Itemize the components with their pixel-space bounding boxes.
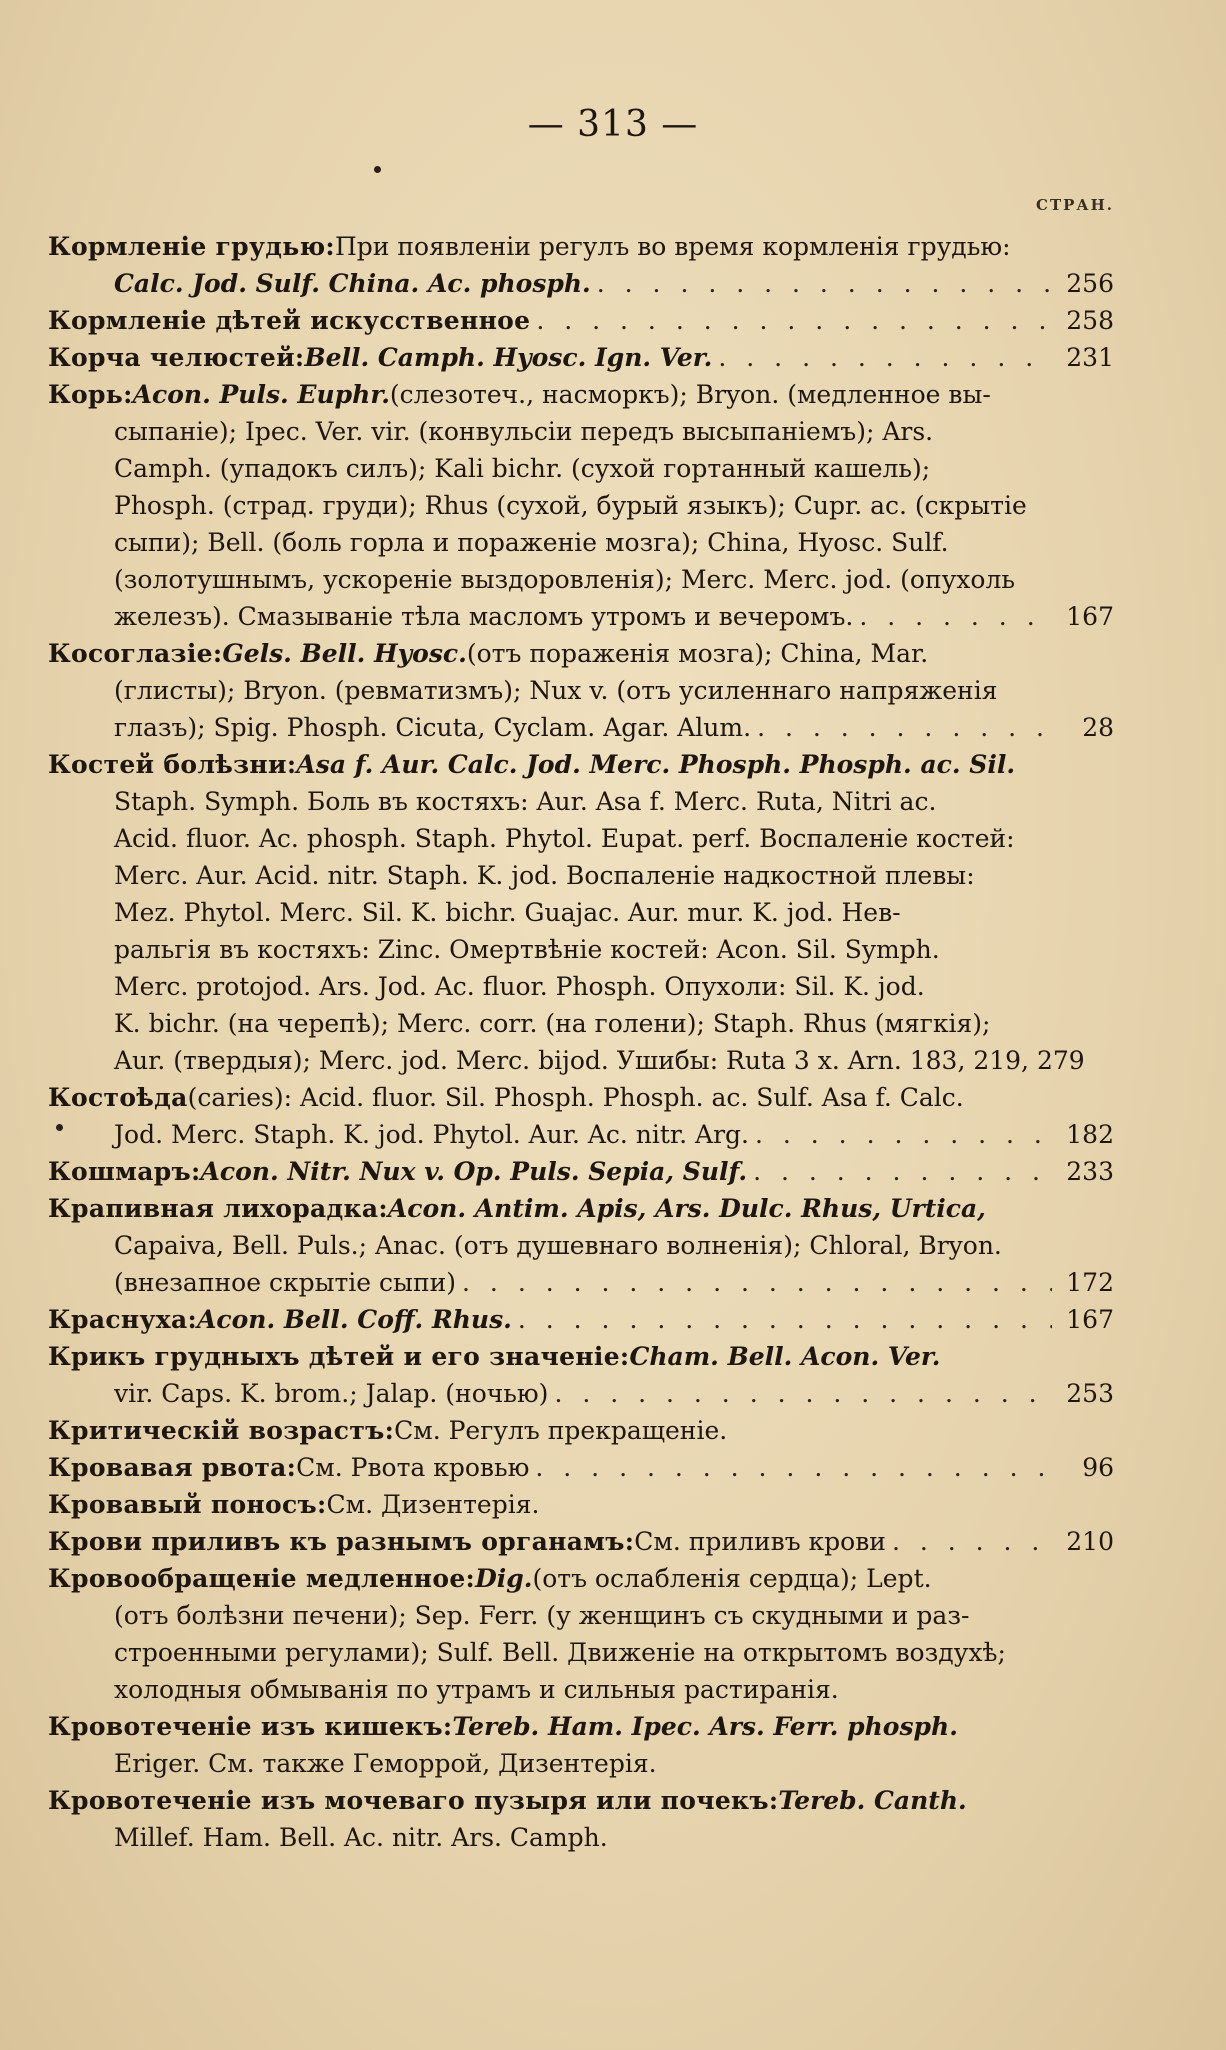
index-entry <box>48 1708 1114 1782</box>
entry-text: При появленіи регулъ во время кормленія грудью: <box>334 232 1011 261</box>
print-speck <box>374 166 381 173</box>
entry-text: См. Рвота кровью <box>296 1453 530 1482</box>
entry-heading: Краснуха: <box>48 1305 197 1334</box>
entry-line <box>48 1412 1114 1449</box>
page-reference: 172 <box>1066 1268 1114 1297</box>
entry-line <box>48 1449 1114 1486</box>
page-reference: 182 <box>1066 1120 1114 1149</box>
index-entry <box>48 1449 1114 1486</box>
index-entry <box>48 1153 1114 1190</box>
index-entry <box>48 228 1114 302</box>
entry-heading: Корь: <box>48 380 133 409</box>
entry-line <box>48 1375 1114 1412</box>
entry-text: строенными регулами); Sulf. Bell. Движеніе на открытомъ воздухѣ; <box>114 1638 1006 1667</box>
entry-text: (отъ ослабленія сердца); Lept. <box>532 1564 932 1593</box>
entry-heading: Критическій возрастъ: <box>48 1416 395 1445</box>
entry-text: сыпаніе); Ipec. Ver. vir. (конвульсіи передъ высыпаніемъ); Ars. <box>114 417 934 446</box>
entry-text: vir. Caps. K. brom.; Jalap. (ночью) <box>114 1379 549 1408</box>
index-entry <box>48 1523 1114 1560</box>
entry-line <box>48 413 1114 450</box>
entry-text: ральгія въ костяхъ: Zinc. Омертвѣніе костей: Acon. Sil. Symph. <box>114 935 940 964</box>
entry-text: (глисты); Bryon. (ревматизмъ); Nux v. (отъ усиленнаго напряженія <box>114 676 998 705</box>
entry-line <box>48 783 1114 820</box>
index-entry <box>48 302 1114 339</box>
entry-line <box>48 1338 1114 1375</box>
dot-leader <box>859 598 1052 635</box>
dot-leader <box>755 1116 1052 1153</box>
remedy-list: Tereb. Canth. <box>778 1786 967 1815</box>
column-header: СТРАН. <box>1036 196 1114 214</box>
entry-heading: Крови приливъ къ разнымъ органамъ: <box>48 1527 635 1556</box>
entry-line <box>48 598 1114 635</box>
entry-line <box>48 1079 1114 1116</box>
entry-text: Acid. fluor. Ac. phosph. Staph. Phytol. Eupat. perf. Воспаленіе костей: <box>114 824 1015 853</box>
entry-line <box>48 487 1114 524</box>
index-entry <box>48 746 1114 1079</box>
entry-line <box>48 894 1114 931</box>
entry-line <box>48 339 1114 376</box>
remedy-list: Calc. Jod. Sulf. China. Ac. phosph. <box>114 269 591 298</box>
index-entry <box>48 1560 1114 1708</box>
index-entry <box>48 1190 1114 1301</box>
entry-line <box>48 228 1114 265</box>
dot-leader <box>892 1523 1052 1560</box>
entry-text: Millef. Ham. Bell. Ac. nitr. Ars. Camph. <box>114 1823 608 1852</box>
remedy-list: Dig. <box>475 1564 533 1593</box>
entry-text: Merc. Aur. Acid. nitr. Staph. K. jod. Воспаленіе надкостной плевы: <box>114 861 975 890</box>
entry-line <box>48 1819 1114 1856</box>
entry-line <box>48 302 1114 339</box>
entry-text: Mez. Phytol. Merc. Sil. K. bichr. Guajac. Aur. mur. K. jod. Нев- <box>114 898 901 927</box>
entry-text: Capaiva, Bell. Puls.; Anac. (отъ душевнаго волненія); Chloral, Bryon. <box>114 1231 1002 1260</box>
entry-heading: Костоѣда <box>48 1083 188 1112</box>
remedy-list: Bell. Camph. Hyosc. Ign. Ver. <box>304 343 713 372</box>
entry-heading: Кормленіе дѣтей искусственное <box>48 306 531 335</box>
entry-heading: Кровотеченіе изъ мочеваго пузыря или почекъ: <box>48 1786 779 1815</box>
page-reference: 28 <box>1082 713 1114 742</box>
entry-line <box>48 1301 1114 1338</box>
dot-leader <box>518 1301 1052 1338</box>
index-entry <box>48 1079 1114 1153</box>
entry-text: См. Регулъ прекращеніе. <box>394 1416 728 1445</box>
entry-line <box>48 524 1114 561</box>
page-number: — 313 — <box>527 104 699 145</box>
index-entry <box>48 376 1114 635</box>
remedy-list: Acon. Antim. Apis, Ars. Dulc. Rhus, Urtica, <box>387 1194 986 1223</box>
entry-line <box>48 931 1114 968</box>
entry-heading: Крикъ грудныхъ дѣтей и его значеніе: <box>48 1342 630 1371</box>
index-entry <box>48 1782 1114 1856</box>
dot-leader <box>718 339 1052 376</box>
page-reference: 231 <box>1066 343 1114 372</box>
entry-line <box>48 1227 1114 1264</box>
entry-heading: Корча челюстей: <box>48 343 305 372</box>
entry-line <box>48 1745 1114 1782</box>
entry-line <box>48 1634 1114 1671</box>
dot-leader <box>535 1449 1052 1486</box>
entry-line <box>48 1005 1114 1042</box>
index-entry <box>48 1301 1114 1338</box>
remedy-list: Acon. Bell. Coff. Rhus. <box>196 1305 512 1334</box>
entry-text: (внезапное скрытіе сыпи) <box>114 1268 457 1297</box>
entry-text: Jod. Merc. Staph. K. jod. Phytol. Aur. Ac. nitr. Arg. <box>114 1120 749 1149</box>
page-reference: 256 <box>1066 269 1114 298</box>
entry-line <box>48 1190 1114 1227</box>
remedy-list: Tereb. Ham. Ipec. Ars. Ferr. phosph. <box>452 1712 958 1741</box>
entry-line <box>48 1597 1114 1634</box>
entry-line <box>48 1671 1114 1708</box>
entry-heading: Костей болѣзни: <box>48 750 297 779</box>
entry-heading: Кровотеченіе изъ кишекъ: <box>48 1712 453 1741</box>
entry-heading: Кошмаръ: <box>48 1157 201 1186</box>
index-entry <box>48 635 1114 746</box>
entry-text: Eriger. См. также Геморрой, Дизентерія. <box>114 1749 657 1778</box>
entry-text: См. Дизентерія. <box>326 1490 540 1519</box>
entry-line <box>48 1042 1114 1079</box>
entry-line <box>48 1708 1114 1745</box>
index-entry <box>48 339 1114 376</box>
entry-heading: Кровавая рвота: <box>48 1453 297 1482</box>
entry-line <box>48 1560 1114 1597</box>
entry-text: K. bichr. (на черепѣ); Merc. corr. (на голени); Staph. Rhus (мягкія); <box>114 1009 991 1038</box>
entry-line <box>48 561 1114 598</box>
entry-line <box>48 1116 1114 1153</box>
remedy-list: Acon. Puls. Euphr. <box>132 380 390 409</box>
page-reference: 167 <box>1066 1305 1114 1334</box>
entry-text: холодныя обмыванія по утрамъ и сильныя растиранія. <box>114 1675 839 1704</box>
entry-line <box>48 857 1114 894</box>
entry-text: (caries): Acid. fluor. Sil. Phosph. Phosph. ac. Sulf. Asa f. Calc. <box>187 1083 964 1112</box>
entry-line <box>48 450 1114 487</box>
entry-line <box>48 820 1114 857</box>
entry-line <box>48 672 1114 709</box>
entry-text: (золотушнымъ, ускореніе выздоровленія); Merc. Merc. jod. (опухоль <box>114 565 1015 594</box>
remedy-list: Gels. Bell. Hyosc. <box>222 639 467 668</box>
entry-line <box>48 635 1114 672</box>
entry-heading: Кровавый поносъ: <box>48 1490 327 1519</box>
entry-text: Phosph. (страд. груди); Rhus (сухой, бурый языкъ); Cupr. ac. (скрытіе <box>114 491 1027 520</box>
index-entry <box>48 1412 1114 1449</box>
entry-line <box>48 709 1114 746</box>
entry-text: Staph. Symph. Боль въ костяхъ: Aur. Asa f. Merc. Ruta, Nitri ac. <box>114 787 937 816</box>
page-reference: 96 <box>1082 1453 1114 1482</box>
entry-line <box>48 1523 1114 1560</box>
entry-line <box>48 1782 1114 1819</box>
page-reference: 253 <box>1066 1379 1114 1408</box>
entry-text: См. приливъ крови <box>634 1527 886 1556</box>
page-reference: 258 <box>1066 306 1114 335</box>
entry-text: (отъ болѣзни печени); Sep. Ferr. (у женщинъ съ скудными и раз- <box>114 1601 970 1630</box>
page-reference: 233 <box>1066 1157 1114 1186</box>
entry-text: железъ). Смазываніе тѣла масломъ утромъ и вечеромъ. <box>114 602 854 631</box>
entry-heading: Кровообращеніе медленное: <box>48 1564 476 1593</box>
print-speck <box>56 1124 63 1131</box>
index-entries <box>48 228 1114 1856</box>
page-reference: 167 <box>1066 602 1114 631</box>
entry-line <box>48 1153 1114 1190</box>
entry-line <box>48 265 1114 302</box>
dot-leader <box>554 1375 1052 1412</box>
entry-text: сыпи); Bell. (боль горла и пораженіе мозга); China, Hyosc. Sulf. <box>114 528 949 557</box>
entry-line <box>48 376 1114 413</box>
remedy-list: Cham. Bell. Acon. Ver. <box>629 1342 941 1371</box>
remedy-list: Asa f. Aur. Calc. Jod. Merc. Phosph. Phosph. ac. Sil. <box>296 750 1016 779</box>
dot-leader <box>753 1153 1052 1190</box>
dot-leader <box>536 302 1052 339</box>
entry-text: Camph. (упадокъ силъ); Kali bichr. (сухой гортанный кашель); <box>114 454 931 483</box>
entry-text: глазъ); Spig. Phosph. Cicuta, Cyclam. Agar. Alum. <box>114 713 752 742</box>
index-entry <box>48 1338 1114 1412</box>
index-entry <box>48 1486 1114 1523</box>
entry-heading: Косоглазіе: <box>48 639 223 668</box>
entry-text: (отъ пораженія мозга); China, Mar. <box>466 639 929 668</box>
dot-leader <box>757 709 1052 746</box>
entry-line <box>48 1486 1114 1523</box>
remedy-list: Acon. Nitr. Nux v. Op. Puls. Sepia, Sulf. <box>200 1157 748 1186</box>
dot-leader <box>462 1264 1052 1301</box>
dot-leader <box>597 265 1052 302</box>
page-reference: 210 <box>1066 1527 1114 1556</box>
entry-text: Merc. protojod. Ars. Jod. Ac. fluor. Phosph. Опухоли: Sil. K. jod. <box>114 972 925 1001</box>
entry-line <box>48 968 1114 1005</box>
entry-text: Aur. (твердыя); Merc. jod. Merc. bijod. Ушибы: Ruta 3 x. Arn. 183, 219, 279 <box>114 1046 1085 1075</box>
entry-heading: Кормленіе грудью: <box>48 232 335 261</box>
entry-text: (слезотеч., насморкъ); Bryon. (медленное вы- <box>389 380 991 409</box>
entry-heading: Крапивная лихорадка: <box>48 1194 388 1223</box>
entry-line <box>48 1264 1114 1301</box>
entry-line <box>48 746 1114 783</box>
